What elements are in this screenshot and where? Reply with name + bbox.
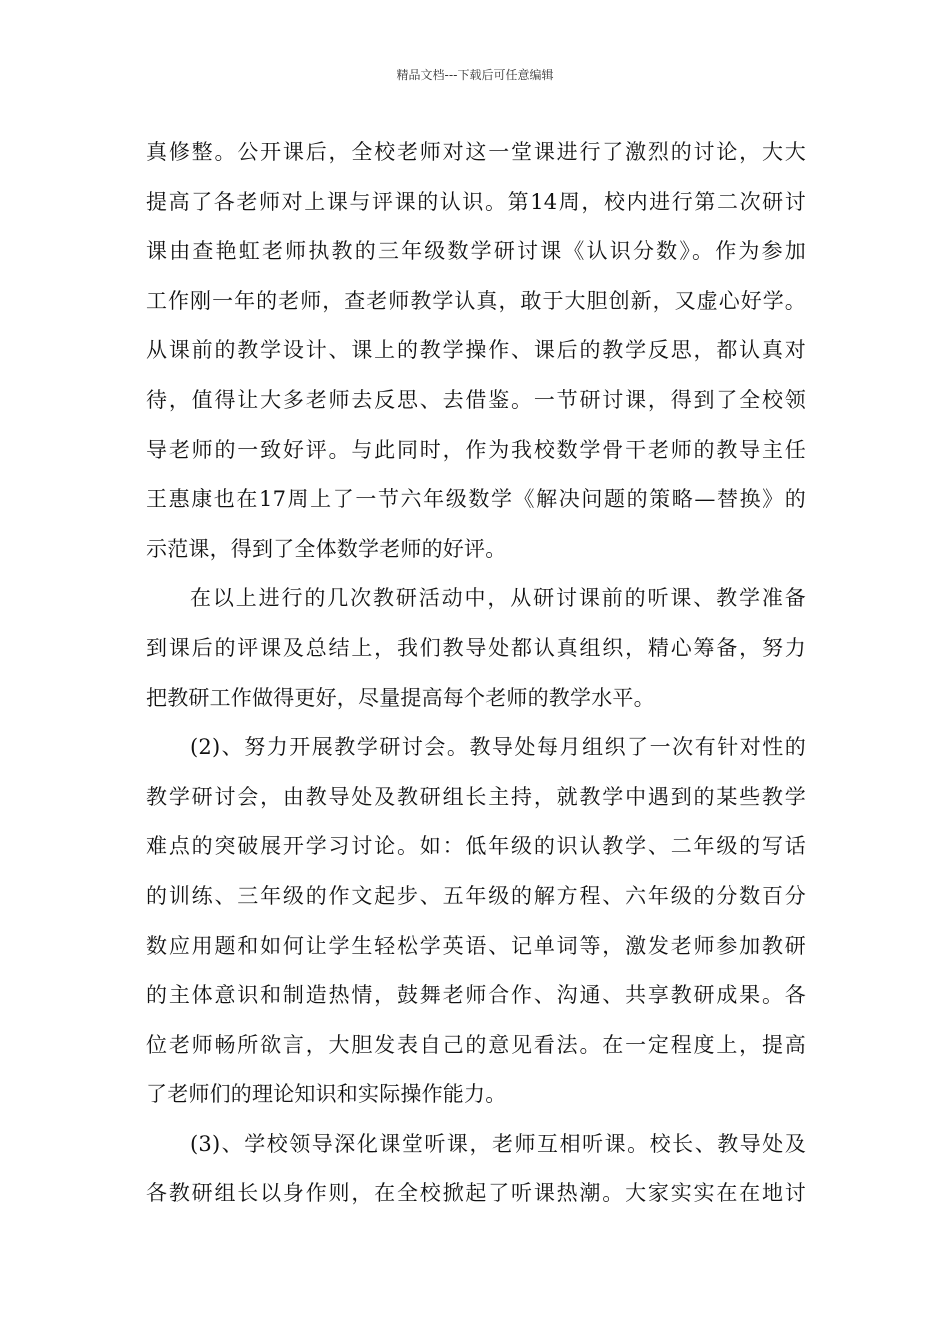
text-line: 从课前的教学设计、课上的教学操作、课后的教学反思，都认真对 xyxy=(146,338,806,363)
text-line: 王惠康也在17周上了一节六年级数学《解决问题的策略—替换》的 xyxy=(146,487,806,512)
text-line: 提高了各老师对上课与评课的认识。第14周，校内进行第二次研讨 xyxy=(146,189,806,214)
text-line: 工作刚一年的老师，查老师教学认真，敢于大胆创新，又虚心好学。 xyxy=(146,288,806,313)
page-header: 精品文档---下载后可任意编辑 xyxy=(396,68,554,82)
text-line: (3)、学校领导深化课堂听课，老师互相听课。校长、教导处及 xyxy=(190,1131,806,1156)
text-line: 各教研组长以身作则，在全校掀起了听课热潮。大家实实在在地讨 xyxy=(146,1181,806,1206)
paragraph xyxy=(146,723,806,1120)
text-line: 导老师的一致好评。与此同时，作为我校数学骨干老师的教导主任 xyxy=(146,437,806,462)
text-line: 示范课，得到了全体数学老师的好评。 xyxy=(146,536,507,561)
text-line: 待，值得让大多老师去反思、去借鉴。一节研讨课，得到了全校领 xyxy=(146,387,806,412)
text-line: 把教研工作做得更好，尽量提高每个老师的教学水平。 xyxy=(146,685,655,710)
text-line: 在以上进行的几次教研活动中，从研讨课前的听课、教学准备 xyxy=(190,586,806,611)
text-line: 数应用题和如何让学生轻松学英语、记单词等，激发老师参加教研 xyxy=(146,933,806,958)
paragraph xyxy=(146,574,806,723)
paragraph xyxy=(146,1120,806,1219)
text-line: 难点的突破展开学习讨论。如：低年级的识认教学、二年级的写话 xyxy=(146,834,806,859)
text-line: 的训练、三年级的作文起步、五年级的解方程、六年级的分数百分 xyxy=(146,883,806,908)
text-line: 真修整。公开课后，全校老师对这一堂课进行了激烈的讨论，大大 xyxy=(146,140,806,164)
text-line: 了老师们的理论知识和实际操作能力。 xyxy=(146,1082,507,1107)
text-line: (2)、努力开展教学研讨会。教导处每月组织了一次有针对性的 xyxy=(190,735,806,760)
text-line: 到课后的评课及总结上，我们教导处都认真组织，精心筹备，努力 xyxy=(146,635,806,660)
text-line: 课由查艳虹老师执教的三年级数学研讨课《认识分数》。作为参加 xyxy=(146,239,806,264)
text-line: 教学研讨会，由教导处及教研组长主持，就教学中遇到的某些教学 xyxy=(146,784,806,809)
text-line: 位老师畅所欲言，大胆发表自己的意见看法。在一定程度上，提高 xyxy=(146,1032,806,1057)
text-line: 的主体意识和制造热情，鼓舞老师合作、沟通、共享教研成果。各 xyxy=(146,983,806,1008)
paragraph xyxy=(146,128,806,574)
document-body xyxy=(146,128,806,1219)
